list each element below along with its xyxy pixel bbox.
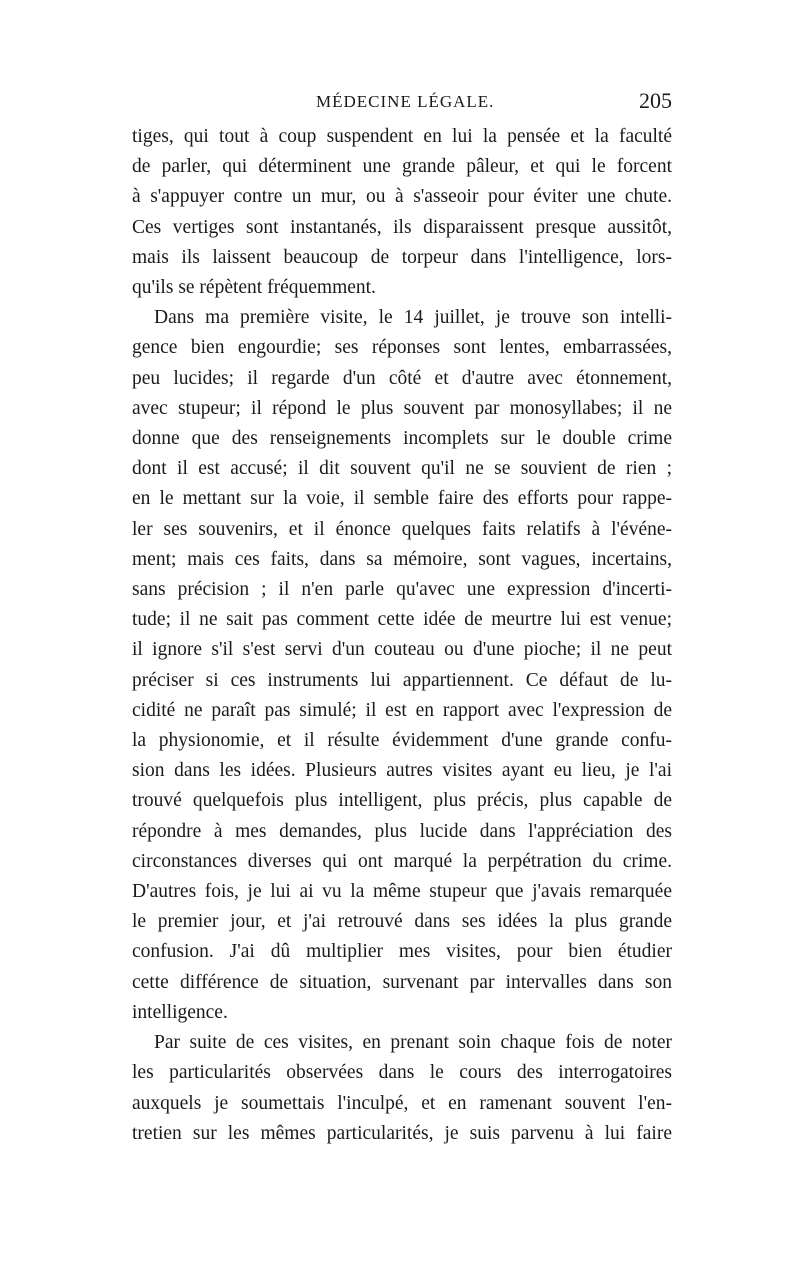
text-line: qu'ils se répètent fréquemment. [132, 277, 376, 299]
text-line: donne que des renseignements incomplets sur le double crime [132, 428, 672, 450]
text-line: mais ils laissent beaucoup de torpeur dans l'intelligence, lors- [132, 246, 672, 268]
body-text [132, 122, 672, 1149]
text-line: la physionomie, et il résulte évidemment d'une grande confu- [132, 730, 672, 752]
text-line: peu lucides; il regarde d'un côté et d'autre avec étonnement, [132, 367, 672, 389]
paragraph [132, 122, 672, 303]
text-line: Dans ma première visite, le 14 juillet, je trouve son intelli- [154, 307, 672, 329]
text-line: auxquels je soumettais l'inculpé, et en ramenant souvent l'en- [132, 1092, 672, 1114]
book-page [132, 86, 672, 1149]
text-line: il ignore s'il s'est servi d'un couteau ou d'une pioche; il ne peut [132, 639, 672, 661]
text-line: préciser si ces instruments lui appartiennent. Ce défaut de lu- [132, 669, 672, 691]
text-line: répondre à mes demandes, plus lucide dans l'appréciation des [132, 820, 672, 842]
text-line: circonstances diverses qui ont marqué la perpétration du crime. [132, 850, 672, 872]
text-line: sans précision ; il n'en parle qu'avec une expression d'incerti- [132, 579, 672, 601]
text-line: à s'appuyer contre un mur, ou à s'asseoir pour éviter une chute. [132, 186, 672, 208]
text-line: de parler, qui déterminent une grande pâleur, et qui le forcent [132, 156, 672, 178]
text-line: D'autres fois, je lui ai vu la même stupeur que j'avais remarquée [132, 881, 672, 903]
text-line: cidité ne paraît pas simulé; il est en rapport avec l'expression de [132, 699, 672, 721]
running-title: MÉDECINE LÉGALE. [316, 92, 495, 111]
text-line: tretien sur les mêmes particularités, je suis parvenu à lui faire [132, 1122, 672, 1144]
text-line: intelligence. [132, 1001, 228, 1023]
text-line: avec stupeur; il répond le plus souvent par monosyllabes; il ne [132, 397, 672, 419]
text-line: Ces vertiges sont instantanés, ils disparaissent presque aussitôt, [132, 216, 672, 238]
text-line: tude; il ne sait pas comment cette idée de meurtre lui est venue; [132, 609, 672, 631]
paragraph [132, 303, 672, 1028]
text-line: ment; mais ces faits, dans sa mémoire, sont vagues, incertains, [132, 548, 672, 570]
text-line: ler ses souvenirs, et il énonce quelques faits relatifs à l'événe- [132, 518, 672, 540]
paragraph [132, 1028, 672, 1149]
text-line: gence bien engourdie; ses réponses sont lentes, embarrassées, [132, 337, 672, 359]
text-line: tiges, qui tout à coup suspendent en lui la pensée et la faculté [132, 126, 672, 147]
text-line: dont il est accusé; il dit souvent qu'il ne se souvient de rien ; [132, 458, 672, 480]
text-line: trouvé quelquefois plus intelligent, plus précis, plus capable de [132, 790, 672, 812]
text-line: les particularités observées dans le cours des interrogatoires [132, 1062, 672, 1084]
text-line: sion dans les idées. Plusieurs autres visites ayant eu lieu, je l'ai [132, 760, 672, 782]
text-line: confusion. J'ai dû multiplier mes visites, pour bien étudier [132, 941, 672, 963]
page-number: 205 [639, 88, 672, 113]
text-line: cette différence de situation, survenant par intervalles dans son [132, 971, 672, 993]
running-header [132, 86, 672, 116]
text-line: Par suite de ces visites, en prenant soin chaque fois de noter [154, 1032, 672, 1054]
text-line: le premier jour, et j'ai retrouvé dans ses idées la plus grande [132, 911, 672, 933]
text-line: en le mettant sur la voie, il semble faire des efforts pour rappe- [132, 488, 672, 510]
